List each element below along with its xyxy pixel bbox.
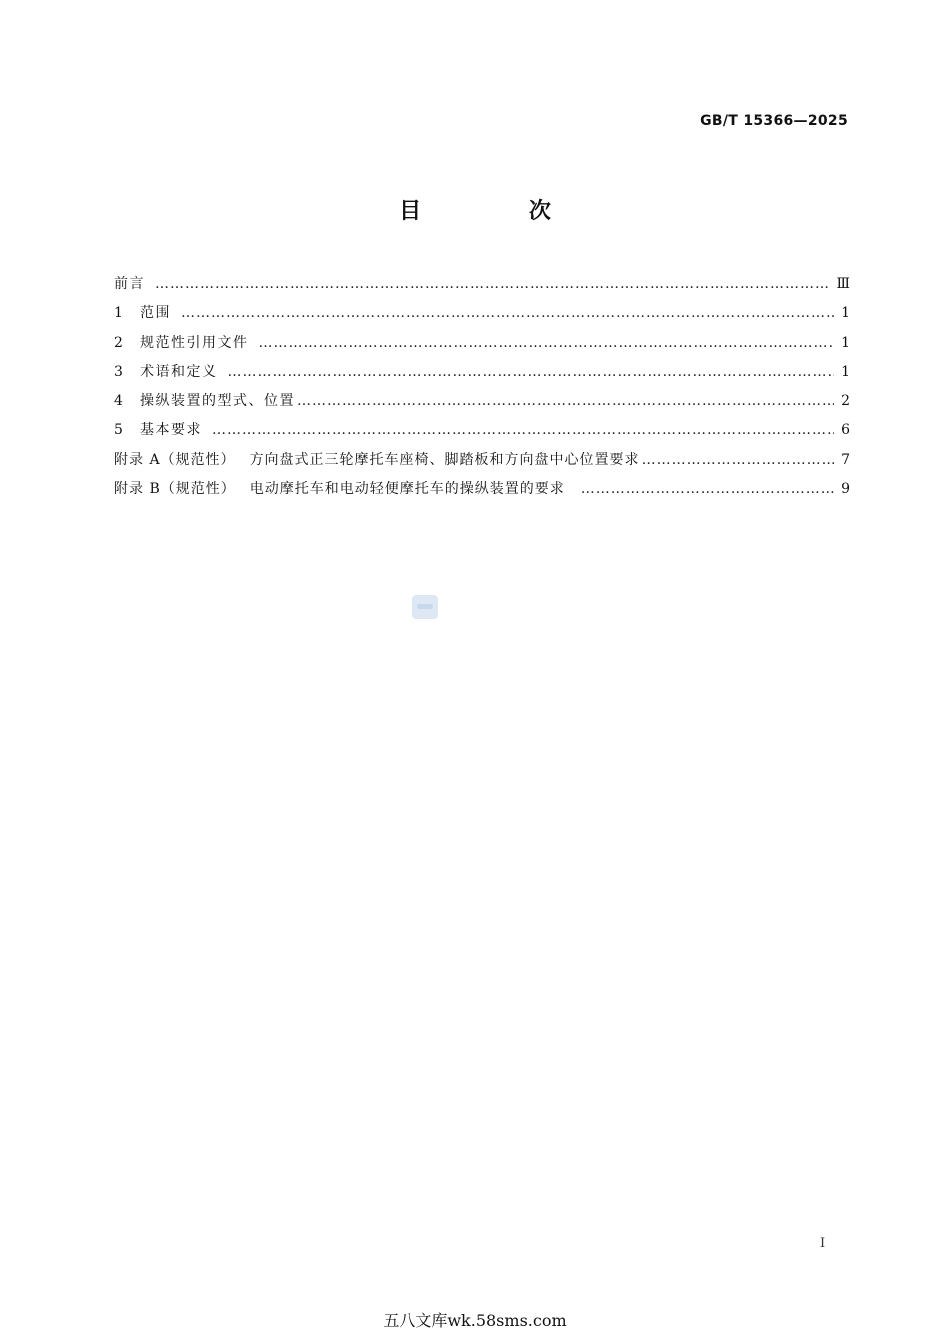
- sac-watermark-logo: [412, 595, 438, 619]
- toc-entry-terms-definitions[interactable]: [114, 360, 850, 389]
- toc-entry-control-types-positions[interactable]: [114, 389, 850, 418]
- standard-code: GB/T 15366—2025: [700, 113, 848, 129]
- toc-entry-number: 3: [114, 363, 123, 380]
- toc-entry-number: 2: [114, 334, 123, 351]
- toc-entry-number: 4: [114, 393, 123, 410]
- toc-entry-number: 1: [114, 305, 123, 322]
- toc-leader-dots: [581, 477, 834, 501]
- toc-list: [114, 272, 850, 506]
- toc-entry-label: 规范性引用文件: [140, 334, 249, 351]
- toc-entry-label: 前言: [114, 276, 145, 292]
- toc-leader-dots: [642, 448, 834, 472]
- toc-entry-page: 6: [841, 422, 850, 439]
- toc-leader-dots: [297, 389, 834, 413]
- toc-entry-page: 1: [841, 363, 850, 380]
- toc-entry-page: 9: [841, 481, 850, 498]
- toc-entry-annex-a[interactable]: [114, 448, 850, 477]
- toc-annex-title: 电动摩托车和电动轻便摩托车的操纵装置的要求: [249, 481, 565, 498]
- toc-entry-label: 术语和定义: [140, 363, 218, 380]
- toc-annex-label: 附录 A（规范性）: [114, 451, 236, 468]
- toc-title: 目 次: [399, 199, 601, 224]
- page-number: Ⅰ: [820, 1236, 826, 1251]
- toc-entry-normative-references[interactable]: [114, 331, 850, 360]
- toc-entry-page: Ⅲ: [836, 276, 850, 292]
- toc-leader-dots: [212, 418, 834, 442]
- toc-entry-scope[interactable]: [114, 301, 850, 330]
- toc-leader-dots: [181, 301, 834, 325]
- footer-site-text: 五八文库wk.58sms.com: [383, 1311, 567, 1330]
- toc-entry-page: 2: [841, 393, 850, 410]
- toc-annex-label: 附录 B（规范性）: [114, 481, 236, 498]
- toc-entry-page: 7: [841, 451, 850, 468]
- toc-leader-dots: [155, 272, 830, 296]
- toc-entry-label: 操纵装置的型式、位置: [140, 393, 295, 410]
- toc-leader-dots: [228, 360, 835, 384]
- toc-entry-page: 1: [841, 334, 850, 351]
- toc-entry-number: 5: [114, 422, 123, 439]
- toc-annex-title: 方向盘式正三轮摩托车座椅、脚踏板和方向盘中心位置要求: [249, 451, 640, 468]
- toc-entry-page: 1: [841, 305, 850, 322]
- toc-leader-dots: [259, 331, 835, 355]
- toc-entry-label: 基本要求: [140, 422, 202, 439]
- toc-entry-label: 范围: [140, 305, 171, 322]
- toc-entry-basic-requirements[interactable]: [114, 418, 850, 447]
- toc-entry-annex-b[interactable]: [114, 477, 850, 506]
- toc-entry-foreword[interactable]: [114, 272, 850, 301]
